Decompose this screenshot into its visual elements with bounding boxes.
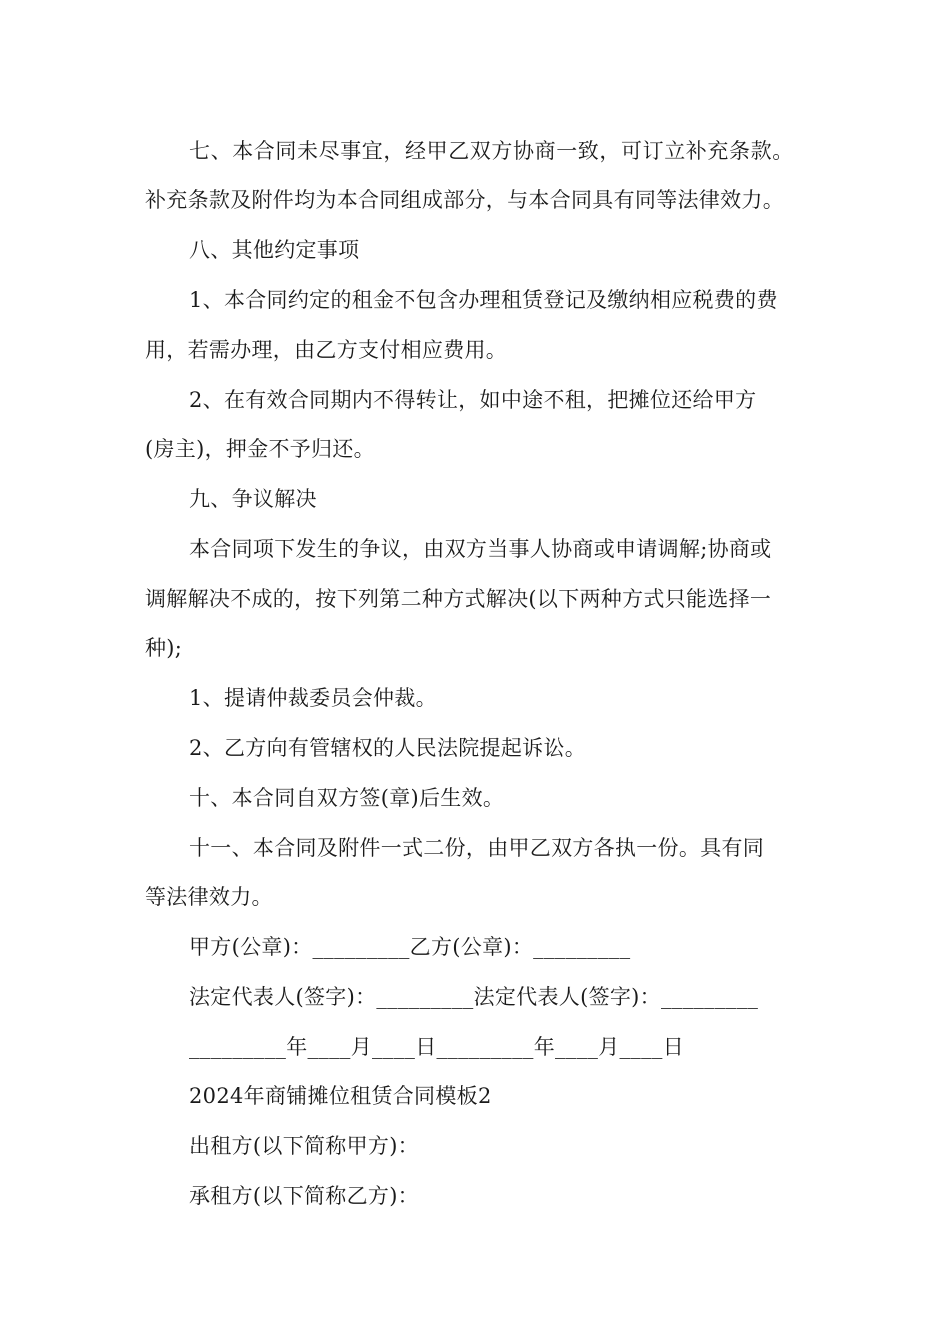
clause-8-1-line-1: 1、本合同约定的租金不包含办理租赁登记及缴纳相应税费的费 xyxy=(189,288,778,312)
clause-8-2-line-1: 2、在有效合同期内不得转让，如中途不租，把摊位还给甲方 xyxy=(189,388,757,412)
clause-9-2: 2、乙方向有管辖权的人民法院提起诉讼。 xyxy=(189,736,587,760)
clause-11-line-2: 等法律效力。 xyxy=(145,885,273,909)
section-9-heading: 九、争议解决 xyxy=(189,487,317,511)
clause-9-1: 1、提请仲裁委员会仲裁。 xyxy=(189,686,437,710)
signature-seal-line: 甲方(公章)：_________乙方(公章)：_________ xyxy=(189,935,631,959)
clause-8-2-line-2: (房主)，押金不予归还。 xyxy=(145,437,375,461)
signature-representative-line: 法定代表人(签字)：_________法定代表人(签字)：_________ xyxy=(189,985,759,1009)
clause-7-line-1: 七、本合同未尽事宜，经甲乙双方协商一致，可订立补充条款。 xyxy=(189,139,794,163)
clause-8-1-line-2: 用，若需办理，由乙方支付相应费用。 xyxy=(145,338,508,362)
clause-9-line-1: 本合同项下发生的争议，由双方当事人协商或申请调解;协商或 xyxy=(189,537,772,561)
clause-7-line-2: 补充条款及附件均为本合同组成部分，与本合同具有同等法律效力。 xyxy=(145,188,784,212)
signature-date-line: _________年____月____日_________年____月____日 xyxy=(189,1035,684,1059)
clause-9-line-3: 种); xyxy=(145,636,183,660)
clause-9-line-2: 调解解决不成的，按下列第二种方式解决(以下两种方式只能选择一 xyxy=(145,587,772,611)
lessor-line: 出租方(以下简称甲方)： xyxy=(189,1134,419,1158)
section-8-heading: 八、其他约定事项 xyxy=(189,238,360,262)
clause-11-line-1: 十一、本合同及附件一式二份，由甲乙双方各执一份。具有同 xyxy=(189,836,765,860)
template-2-title: 2024年商铺摊位租赁合同模板2 xyxy=(189,1084,492,1108)
clause-10: 十、本合同自双方签(章)后生效。 xyxy=(189,786,505,810)
lessee-line: 承租方(以下简称乙方)： xyxy=(189,1184,419,1208)
